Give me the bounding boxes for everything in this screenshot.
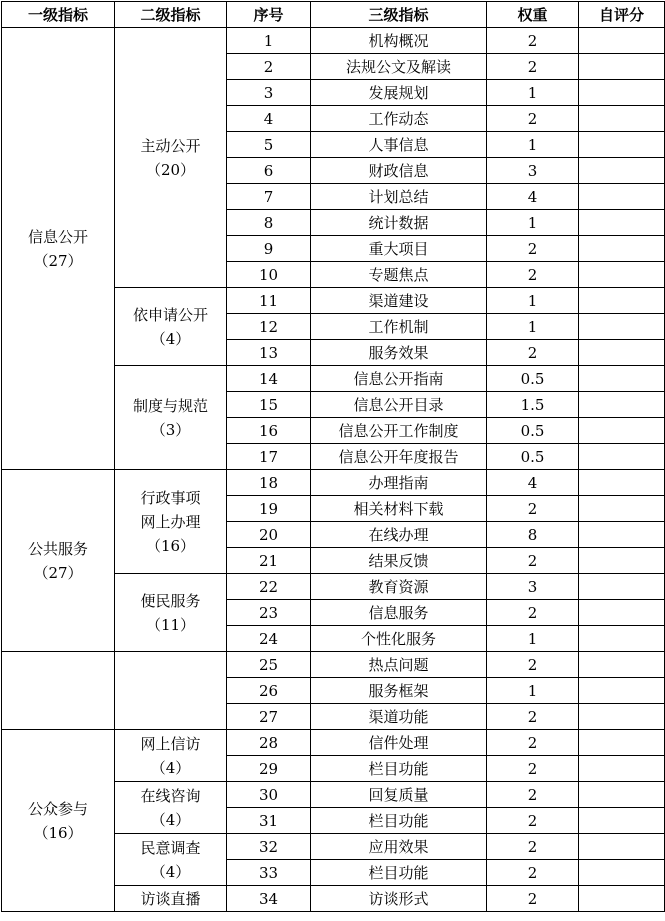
level1-label: 信息公开 [27, 227, 88, 246]
weight-value: 2 [487, 782, 579, 808]
self-score-cell[interactable] [579, 522, 665, 548]
self-score-cell[interactable] [579, 236, 665, 262]
self-score-cell[interactable] [579, 808, 665, 834]
self-score-cell[interactable] [579, 288, 665, 314]
table-body [2, 28, 665, 912]
level1-cell [2, 28, 115, 470]
row-number: 26 [227, 678, 311, 704]
header-level2: 二级指标 [115, 2, 227, 28]
row-number: 7 [227, 184, 311, 210]
weight-value: 3 [487, 158, 579, 184]
table-row [2, 28, 665, 54]
level2-label-line: （4） [150, 758, 191, 777]
level1-cell [2, 652, 115, 730]
level2-label-line: 依申请公开 [132, 305, 208, 324]
row-number: 17 [227, 444, 311, 470]
weight-value: 2 [487, 886, 579, 912]
weight-value: 2 [487, 834, 579, 860]
level3-indicator: 渠道功能 [311, 704, 487, 730]
self-score-cell[interactable] [579, 158, 665, 184]
row-number: 23 [227, 600, 311, 626]
row-number: 4 [227, 106, 311, 132]
self-score-cell[interactable] [579, 28, 665, 54]
level3-indicator: 信息公开指南 [311, 366, 487, 392]
level2-cell [115, 574, 227, 652]
row-number: 5 [227, 132, 311, 158]
self-score-cell[interactable] [579, 730, 665, 756]
row-number: 18 [227, 470, 311, 496]
evaluation-table [1, 1, 665, 912]
level2-cell [115, 288, 227, 366]
row-number: 22 [227, 574, 311, 600]
self-score-cell[interactable] [579, 548, 665, 574]
level3-indicator: 个性化服务 [311, 626, 487, 652]
level2-label-line: （4） [150, 862, 191, 881]
level3-indicator: 工作动态 [311, 106, 487, 132]
row-number: 32 [227, 834, 311, 860]
row-number: 31 [227, 808, 311, 834]
level3-indicator: 发展规划 [311, 80, 487, 106]
level3-indicator: 计划总结 [311, 184, 487, 210]
row-number: 20 [227, 522, 311, 548]
self-score-cell[interactable] [579, 496, 665, 522]
level3-indicator: 结果反馈 [311, 548, 487, 574]
row-number: 11 [227, 288, 311, 314]
level3-indicator: 法规公文及解读 [311, 54, 487, 80]
level3-indicator: 工作机制 [311, 314, 487, 340]
level2-cell [115, 28, 227, 288]
level2-label-line: （4） [150, 329, 191, 348]
level3-indicator: 信息公开年度报告 [311, 444, 487, 470]
level2-cell [115, 730, 227, 782]
self-score-cell[interactable] [579, 470, 665, 496]
weight-value: 2 [487, 28, 579, 54]
table-row [2, 652, 665, 678]
level1-score: （16） [33, 823, 83, 842]
level1-cell [2, 730, 115, 912]
weight-value: 1 [487, 314, 579, 340]
table-row [2, 730, 665, 756]
level3-indicator: 信件处理 [311, 730, 487, 756]
weight-value: 2 [487, 704, 579, 730]
self-score-cell[interactable] [579, 444, 665, 470]
level3-indicator: 专题焦点 [311, 262, 487, 288]
header-level3: 三级指标 [311, 2, 487, 28]
row-number: 24 [227, 626, 311, 652]
self-score-cell[interactable] [579, 106, 665, 132]
level1-score: （27） [33, 563, 83, 582]
weight-value: 2 [487, 548, 579, 574]
row-number: 14 [227, 366, 311, 392]
weight-value: 1 [487, 210, 579, 236]
level3-indicator: 重大项目 [311, 236, 487, 262]
weight-value: 0.5 [487, 366, 579, 392]
weight-value: 2 [487, 600, 579, 626]
self-score-cell[interactable] [579, 366, 665, 392]
weight-value: 1 [487, 288, 579, 314]
row-number: 8 [227, 210, 311, 236]
weight-value: 1 [487, 132, 579, 158]
weight-value: 2 [487, 106, 579, 132]
level2-label-line: （4） [150, 810, 191, 829]
weight-value: 4 [487, 470, 579, 496]
row-number: 6 [227, 158, 311, 184]
level3-indicator: 信息公开目录 [311, 392, 487, 418]
level3-indicator: 应用效果 [311, 834, 487, 860]
self-score-cell[interactable] [579, 704, 665, 730]
level2-label-line: 在线咨询 [140, 786, 201, 805]
row-number: 28 [227, 730, 311, 756]
row-number: 34 [227, 886, 311, 912]
level1-label: 公众参与 [27, 799, 88, 818]
header-self-score: 自评分 [579, 2, 665, 28]
level3-indicator: 机构概况 [311, 28, 487, 54]
row-number: 16 [227, 418, 311, 444]
weight-value: 2 [487, 496, 579, 522]
self-score-cell[interactable] [579, 860, 665, 886]
level2-label-line: 制度与规范 [132, 396, 208, 415]
row-number: 19 [227, 496, 311, 522]
header-level1: 一级指标 [2, 2, 115, 28]
self-score-cell[interactable] [579, 132, 665, 158]
weight-value: 2 [487, 236, 579, 262]
weight-value: 3 [487, 574, 579, 600]
self-score-cell[interactable] [579, 652, 665, 678]
level3-indicator: 回复质量 [311, 782, 487, 808]
weight-value: 0.5 [487, 444, 579, 470]
weight-value: 2 [487, 808, 579, 834]
weight-value: 2 [487, 860, 579, 886]
level3-indicator: 办理指南 [311, 470, 487, 496]
self-score-cell[interactable] [579, 600, 665, 626]
row-number: 1 [227, 28, 311, 54]
level3-indicator: 渠道建设 [311, 288, 487, 314]
header-number: 序号 [227, 2, 311, 28]
self-score-cell[interactable] [579, 80, 665, 106]
self-score-cell[interactable] [579, 678, 665, 704]
level2-label-line: （20） [145, 160, 196, 179]
level2-label-line: （11） [145, 615, 196, 634]
self-score-cell[interactable] [579, 184, 665, 210]
weight-value: 4 [487, 184, 579, 210]
weight-value: 1 [487, 626, 579, 652]
row-number: 29 [227, 756, 311, 782]
row-number: 27 [227, 704, 311, 730]
level2-label-line: 民意调查 [140, 838, 201, 857]
level2-label-line: 行政事项 [140, 488, 201, 507]
weight-value: 2 [487, 340, 579, 366]
weight-value: 2 [487, 756, 579, 782]
row-number: 25 [227, 652, 311, 678]
level2-label-line: （16） [145, 536, 196, 555]
weight-value: 0.5 [487, 418, 579, 444]
header-weight: 权重 [487, 2, 579, 28]
level3-indicator: 栏目功能 [311, 860, 487, 886]
level3-indicator: 访谈形式 [311, 886, 487, 912]
self-score-cell[interactable] [579, 886, 665, 912]
level3-indicator: 信息服务 [311, 600, 487, 626]
self-score-cell[interactable] [579, 262, 665, 288]
table-row [2, 470, 665, 496]
row-number: 21 [227, 548, 311, 574]
level3-indicator: 统计数据 [311, 210, 487, 236]
self-score-cell[interactable] [579, 54, 665, 80]
self-score-cell[interactable] [579, 210, 665, 236]
row-number: 30 [227, 782, 311, 808]
level1-label: 公共服务 [27, 539, 88, 558]
level3-indicator: 栏目功能 [311, 756, 487, 782]
header-row [2, 2, 665, 28]
level2-label-line: 访谈直播 [140, 889, 201, 908]
level2-label-line: 网上信访 [140, 734, 201, 753]
self-score-cell[interactable] [579, 392, 665, 418]
level3-indicator: 服务框架 [311, 678, 487, 704]
weight-value: 1.5 [487, 392, 579, 418]
row-number: 3 [227, 80, 311, 106]
weight-value: 1 [487, 80, 579, 106]
weight-value: 1 [487, 678, 579, 704]
weight-value: 8 [487, 522, 579, 548]
self-score-cell[interactable] [579, 626, 665, 652]
row-number: 12 [227, 314, 311, 340]
self-score-cell[interactable] [579, 574, 665, 600]
row-number: 33 [227, 860, 311, 886]
row-number: 9 [227, 236, 311, 262]
level2-label-line: 网上办理 [140, 512, 201, 531]
level3-indicator: 教育资源 [311, 574, 487, 600]
level3-indicator: 服务效果 [311, 340, 487, 366]
level3-indicator: 栏目功能 [311, 808, 487, 834]
level1-score: （27） [33, 251, 83, 270]
level2-cell [115, 834, 227, 886]
level3-indicator: 在线办理 [311, 522, 487, 548]
level2-cell [115, 782, 227, 834]
row-number: 10 [227, 262, 311, 288]
weight-value: 2 [487, 730, 579, 756]
self-score-cell[interactable] [579, 314, 665, 340]
level2-label-line: 便民服务 [140, 591, 201, 610]
row-number: 2 [227, 54, 311, 80]
level3-indicator: 人事信息 [311, 132, 487, 158]
level2-cell [115, 886, 227, 912]
level2-label-line: 主动公开 [140, 136, 201, 155]
level2-cell [115, 366, 227, 470]
weight-value: 2 [487, 262, 579, 288]
level2-cell [115, 470, 227, 574]
weight-value: 2 [487, 652, 579, 678]
self-score-cell[interactable] [579, 340, 665, 366]
self-score-cell[interactable] [579, 418, 665, 444]
level2-label-line: （3） [150, 420, 191, 439]
level2-cell [115, 652, 227, 730]
row-number: 13 [227, 340, 311, 366]
row-number: 15 [227, 392, 311, 418]
weight-value: 2 [487, 54, 579, 80]
level3-indicator: 信息公开工作制度 [311, 418, 487, 444]
level3-indicator: 财政信息 [311, 158, 487, 184]
level3-indicator: 相关材料下载 [311, 496, 487, 522]
level1-cell [2, 470, 115, 652]
self-score-cell[interactable] [579, 782, 665, 808]
self-score-cell[interactable] [579, 834, 665, 860]
level3-indicator: 热点问题 [311, 652, 487, 678]
self-score-cell[interactable] [579, 756, 665, 782]
